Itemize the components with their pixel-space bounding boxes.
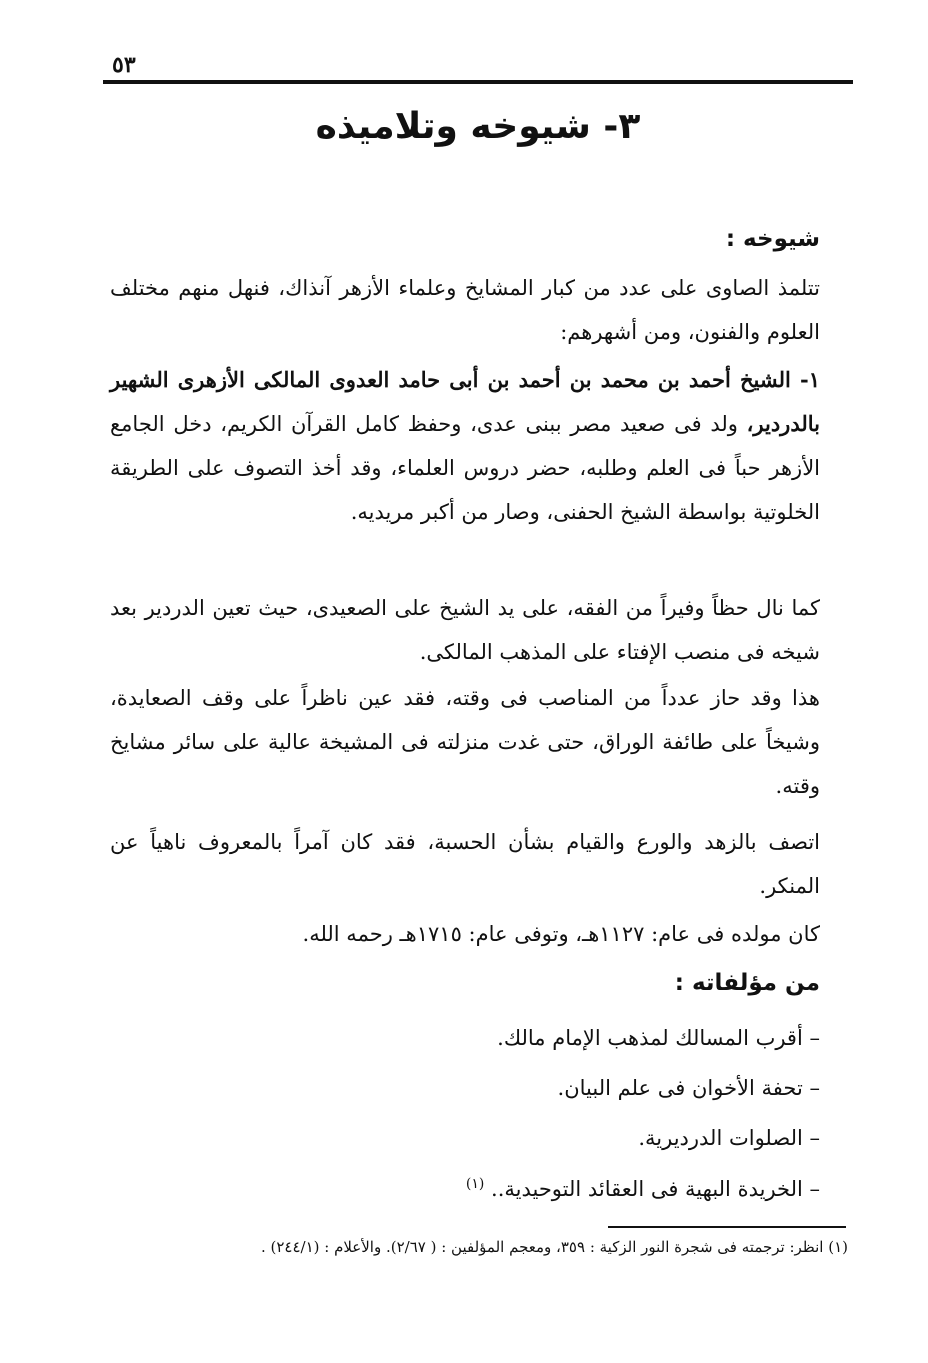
works-heading: من مؤلفاته : [674, 970, 820, 996]
sheikh-bio: ولد فى صعيد مصر ببنى عدى، وحفظ كامل القرآن الكريم، دخل الجامع الأزهر حباً فى العلم وطلبه، حضر دروس العلماء، وقد أخذ التصوف على الطريقة الخلوتية بواسطة الشيخ الحفنى، وصار من أكبر مريديه. [110, 412, 820, 524]
paragraph-asceticism: اتصف بالزهد والورع والقيام بشأن الحسبة، فقد كان آمراً بالمعروف ناهياً عن المنكر. [110, 830, 820, 898]
sheikh-entry [110, 358, 820, 534]
works-list-item-text: – الخريدة البهية فى العقائد التوحيدية.. [491, 1177, 820, 1201]
header-rule [103, 80, 853, 84]
works-list-item [466, 1176, 820, 1201]
page-number: ٥٣ [112, 52, 136, 78]
footnote-marker: (١) [465, 1176, 485, 1192]
works-list-item: – تحفة الأخوان فى علم البيان. [557, 1076, 820, 1100]
sheikh-name: ١- الشيخ أحمد بن محمد بن أحمد بن أبى حامد العدوى المالكى الأزهرى الشهير بالدردير، [110, 367, 820, 436]
footnote-rule [608, 1226, 846, 1228]
works-list-item: – الصلوات الدرديرية. [638, 1126, 820, 1150]
section-heading-sheikhs: شيوخه : [725, 226, 820, 252]
birth-death-line: كان مولده فى عام: ١١٢٧هـ، وتوفى عام: ١٧١٥هـ رحمه الله. [302, 922, 820, 946]
paragraph-positions: هذا وقد حاز عدداً من المناصب فى وقته، فقد عين ناظراً على وقف الصعايدة، وشيخاً على طائفة الوراق، حتى غدت منزلته فى المشيخة عالية على سائر مشايخ وقته. [110, 686, 820, 798]
paragraph-fiqh: كما نال حظاً وفيراً من الفقه، على يد الشيخ على الصعيدى، حيث تعين الدردير بعد شيخه فى منصب الإفتاء على المذهب المالكى. [110, 596, 820, 664]
works-list-item: – أقرب المسالك لمذهب الإمام مالك. [497, 1026, 820, 1050]
intro-paragraph: تتلمذ الصاوى على عدد من كبار المشايخ وعلماء الأزهر آنذاك، فنهل منهم مختلف العلوم والفنون، ومن أشهرهم: [110, 276, 820, 344]
chapter-title: ٣- شيوخه وتلاميذه [315, 106, 641, 147]
footnote: (١) انظر: ترجمته فى شجرة النور الزكية : ٣٥٩، ومعجم المؤلفين : ( ٢/٦٧). والأعلام : (٢٤٤/١) . [260, 1238, 848, 1256]
